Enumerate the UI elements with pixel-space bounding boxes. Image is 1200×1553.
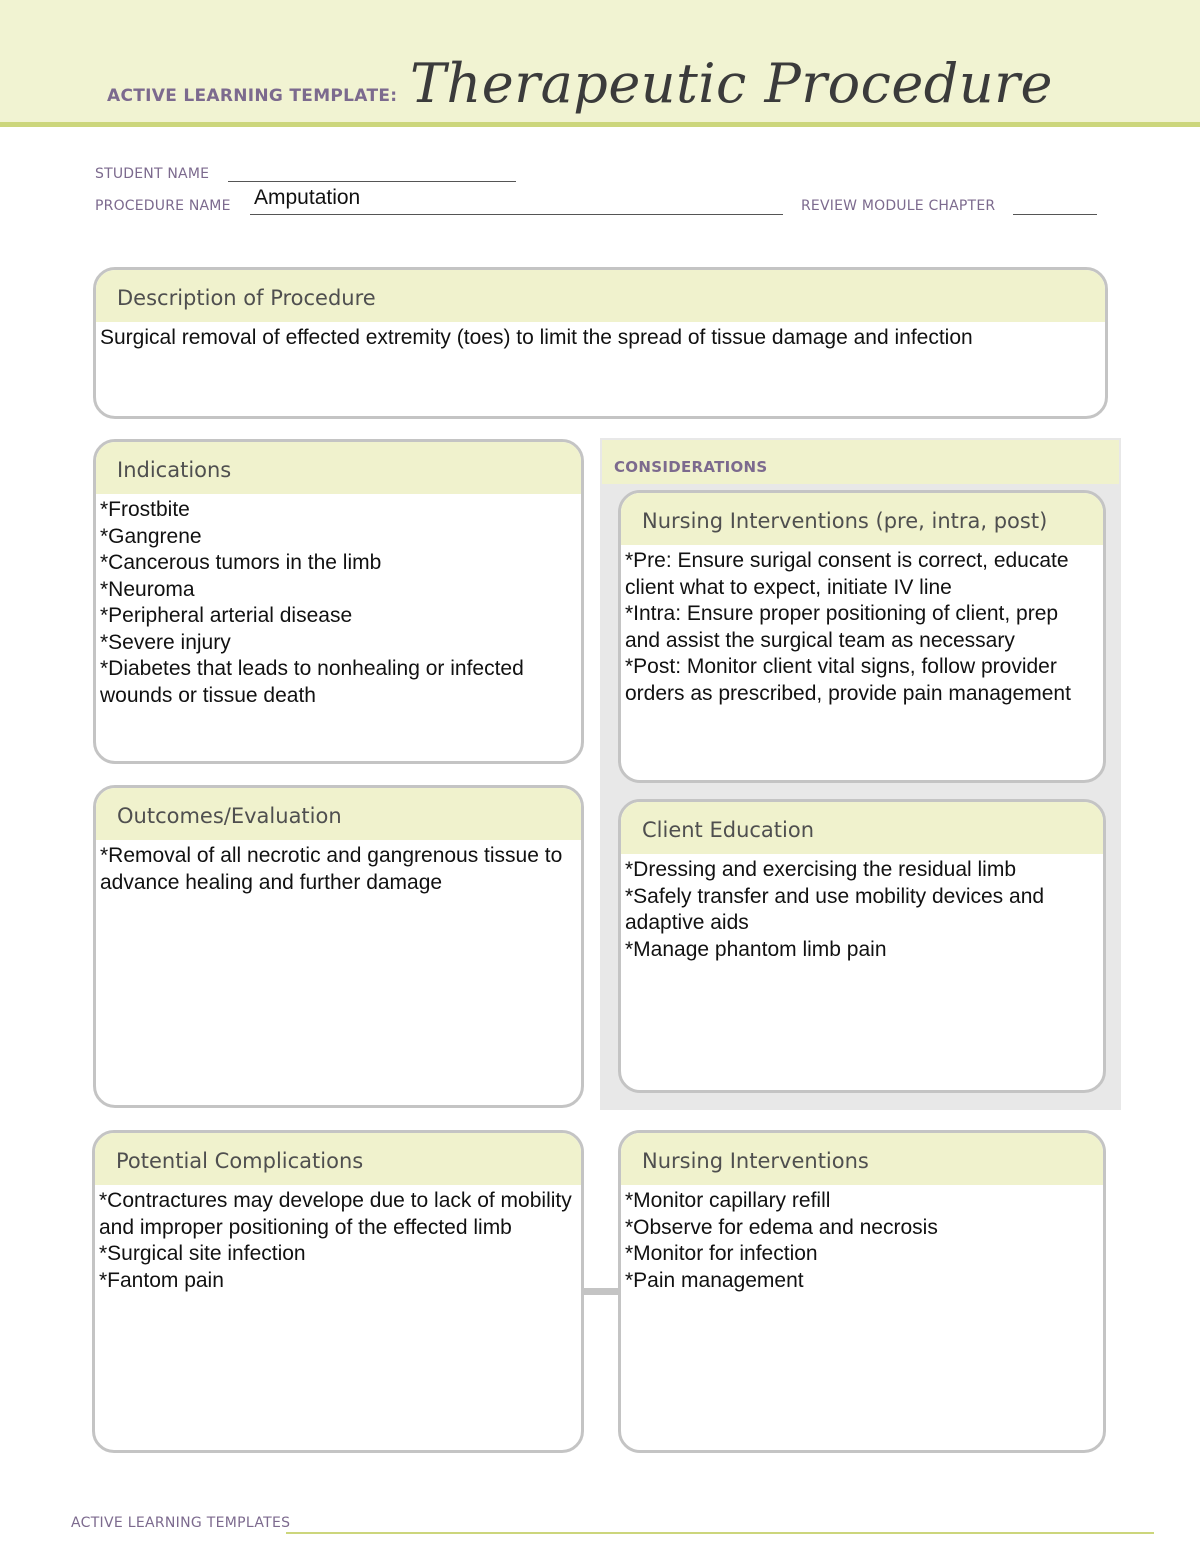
list-item: *Contractures may develope due to lack of mobility and improper positioning of the effected limb <box>99 1189 572 1239</box>
considerations-label: CONSIDERATIONS <box>614 458 768 476</box>
indications-content[interactable] <box>96 494 581 709</box>
nursing-interventions-phases-box <box>618 490 1106 783</box>
indications-box <box>93 439 584 764</box>
client-education-heading: Client Education <box>621 802 1103 854</box>
header-rule <box>0 122 1200 127</box>
description-heading: Description of Procedure <box>96 270 1105 322</box>
list-item: *Observe for edema and necrosis <box>625 1215 938 1239</box>
nursing-interventions-phases-heading: Nursing Interventions (pre, intra, post) <box>621 493 1103 545</box>
footer-label: ACTIVE LEARNING TEMPLATES <box>71 1515 291 1531</box>
client-education-box <box>618 799 1106 1093</box>
list-item: *Dressing and exercising the residual limb <box>625 858 1017 881</box>
review-module-line <box>1013 214 1097 215</box>
outcomes-box <box>93 785 584 1108</box>
template-label: ACTIVE LEARNING TEMPLATE: <box>107 86 398 106</box>
footer-rule <box>286 1532 1154 1534</box>
procedure-name-field[interactable]: Amputation <box>254 186 361 209</box>
box-connector <box>582 1288 622 1295</box>
list-item: *Fantom pain <box>99 1268 224 1292</box>
complications-heading: Potential Complications <box>95 1133 581 1185</box>
page-title: Therapeutic Procedure <box>410 52 1053 115</box>
list-item: *Cancerous tumors in the limb <box>100 551 382 574</box>
list-item: *Manage phantom limb pain <box>625 937 887 961</box>
list-item: *Intra: Ensure proper positioning of client, prep and assist the surgical team as necessary <box>625 602 1059 652</box>
procedure-name-line <box>250 214 783 215</box>
list-item: *Gangrene <box>100 524 202 548</box>
list-item: *Monitor capillary refill <box>625 1189 831 1212</box>
list-item: *Pain management <box>625 1268 804 1292</box>
list-item: *Removal of all necrotic and gangrenous tissue to advance healing and further damage <box>100 844 563 894</box>
student-name-label: STUDENT NAME <box>95 166 210 182</box>
student-name-line <box>228 181 516 182</box>
list-item: *Severe injury <box>100 630 231 654</box>
nursing-interventions-phases-content[interactable] <box>621 545 1103 707</box>
list-item: *Pre: Ensure surigal consent is correct, educate client what to expect, initiate IV line <box>625 549 1069 599</box>
nursing-interventions-heading: Nursing Interventions <box>621 1133 1103 1185</box>
list-item: *Monitor for infection <box>625 1242 818 1265</box>
list-item: *Diabetes that leads to nonhealing or infected wounds or tissue death <box>100 657 524 707</box>
list-item: *Neuroma <box>100 577 195 601</box>
list-item: *Post: Monitor client vital signs, follow provider orders as prescribed, provide pain management <box>625 655 1071 705</box>
description-text[interactable]: Surgical removal of effected extremity (toes) to limit the spread of tissue damage and infection <box>100 326 973 349</box>
outcomes-content[interactable] <box>96 840 581 896</box>
list-item: *Peripheral arterial disease <box>100 604 353 627</box>
nursing-interventions-box <box>618 1130 1106 1453</box>
list-item: *Frostbite <box>100 498 190 521</box>
procedure-name-label: PROCEDURE NAME <box>95 198 231 214</box>
review-module-label: REVIEW MODULE CHAPTER <box>801 198 996 214</box>
complications-box <box>92 1130 584 1453</box>
outcomes-heading: Outcomes/Evaluation <box>96 788 581 840</box>
complications-content[interactable] <box>95 1185 581 1294</box>
list-item: *Surgical site infection <box>99 1242 306 1265</box>
client-education-content[interactable] <box>621 854 1103 963</box>
list-item: *Safely transfer and use mobility devices and adaptive aids <box>625 884 1045 934</box>
nursing-interventions-content[interactable] <box>621 1185 1103 1294</box>
description-box <box>93 267 1108 419</box>
indications-heading: Indications <box>96 442 581 494</box>
